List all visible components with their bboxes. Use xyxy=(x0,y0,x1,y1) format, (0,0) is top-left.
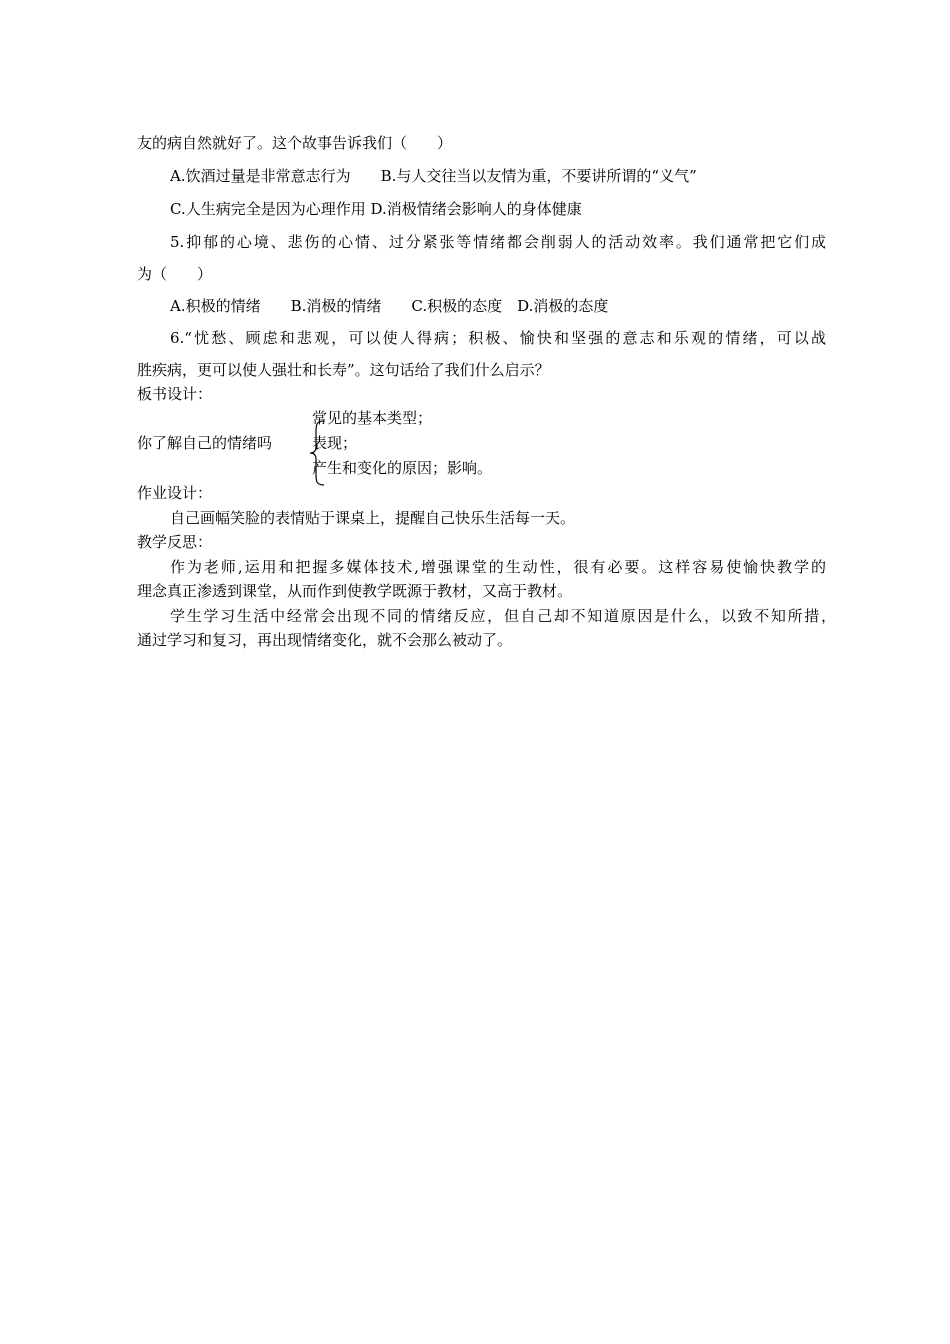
reflection-paragraph-1-line-1: 作为老师,运用和把握多媒体技术,增强课堂的生动性，很有必要。这样容易使愉快教学的 xyxy=(170,558,826,576)
reflection-heading: 教学反思： xyxy=(137,533,213,551)
question-4-options-ab: A.饮酒过量是非常意志行为 B.与人交往当以友情为重，不要讲所谓的“义气” xyxy=(170,167,697,185)
question-5-line-1: 5.抑郁的心境、悲伤的心情、过分紧张等情绪都会削弱人的活动效率。我们通常把它们成 xyxy=(170,233,826,251)
board-item-causes: 产生和变化的原因；影响。 xyxy=(312,459,493,477)
board-item-expression: 表现； xyxy=(312,434,358,452)
question-5-line-2: 为（ ） xyxy=(137,265,213,283)
question-5-options: A.积极的情绪 B.消极的情绪 C.积极的态度 D.消极的态度 xyxy=(170,297,609,315)
homework-heading: 作业设计： xyxy=(137,484,213,502)
board-design-heading: 板书设计： xyxy=(137,385,213,403)
reflection-paragraph-2-line-1: 学生学习生活中经常会出现不同的情绪反应，但自己却不知道原因是什么，以致不知所措， xyxy=(170,607,836,625)
board-topic: 你了解自己的情绪吗 xyxy=(137,434,273,452)
question-6-line-2: 胜疾病，更可以使人强壮和长寿”。这句话给了我们什么启示？ xyxy=(137,361,550,379)
question-4-options-cd: C.人生病完全是因为心理作用 D.消极情绪会影响人的身体健康 xyxy=(170,200,582,218)
reflection-paragraph-2-line-2: 通过学习和复习，再出现情绪变化，就不会那么被动了。 xyxy=(137,631,513,649)
curly-brace-icon xyxy=(308,419,326,487)
homework-text: 自己画幅笑脸的表情贴于课桌上，提醒自己快乐生活每一天。 xyxy=(170,509,576,527)
board-item-types: 常见的基本类型； xyxy=(312,409,433,427)
reflection-paragraph-1-line-2: 理念真正渗透到课堂，从而作到使教学既源于教材，又高于教材。 xyxy=(137,582,573,600)
question-4-tail: 友的病自然就好了。这个故事告诉我们（ ） xyxy=(137,134,453,152)
question-6-line-1: 6.“忧愁、顾虑和悲观，可以使人得病；积极、愉快和坚强的意志和乐观的情绪，可以战 xyxy=(170,329,826,347)
